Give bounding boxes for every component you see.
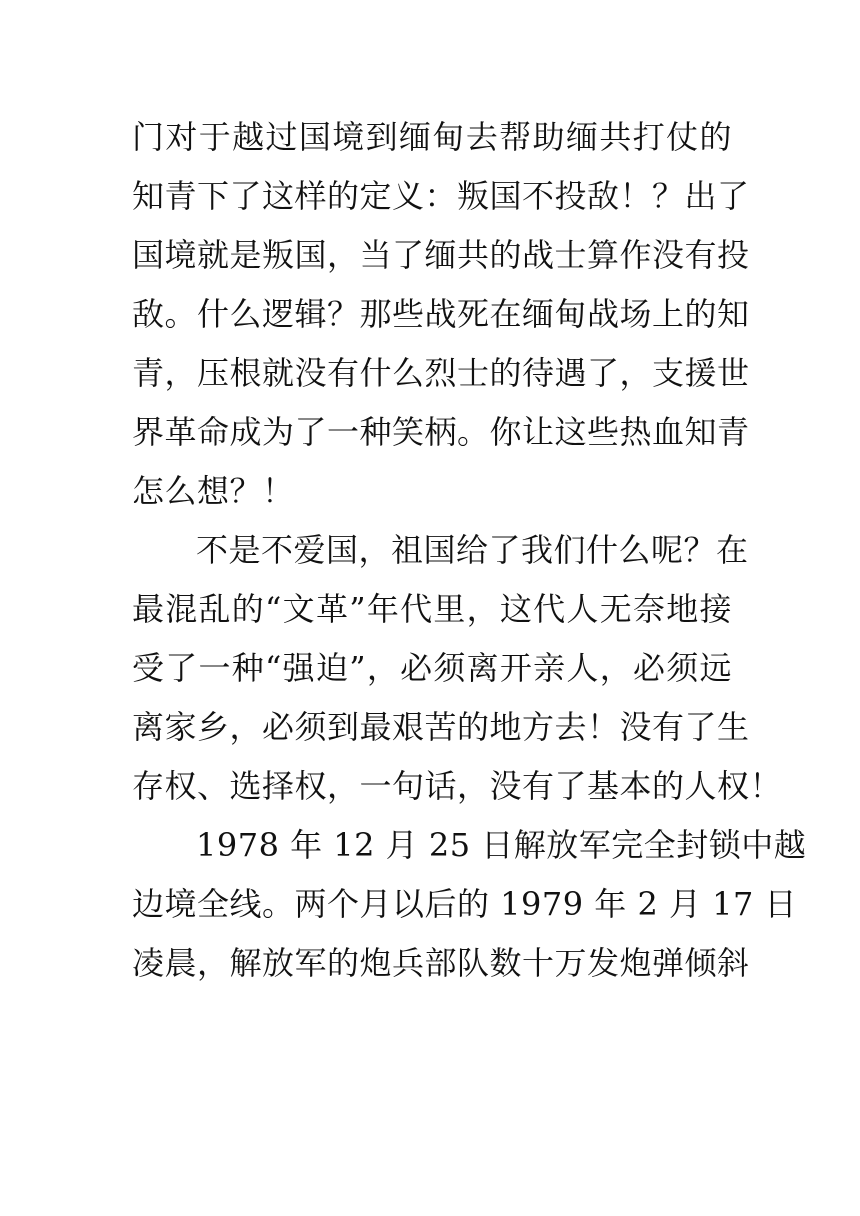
text-line: 1978 年 12 月 25 日解放军完全封锁中越 xyxy=(196,826,807,864)
text-line: 最混乱的“文革”年代里，这代人无奈地接 xyxy=(132,590,732,628)
text-line: 青，压根就没有什么烈士的待遇了，支援世 xyxy=(132,354,750,392)
body-text xyxy=(132,108,807,993)
text-line: 门对于越过国境到缅甸去帮助缅共打仗的 xyxy=(132,118,732,156)
text-line: 不是不爱国，祖国给了我们什么呢？在 xyxy=(196,531,749,569)
text-line: 存权、选择权，一句话，没有了基本的人权！ xyxy=(132,767,783,805)
text-line: 受了一种“强迫”，必须离开亲人，必须远 xyxy=(132,649,732,687)
text-line: 离家乡，必须到最艰苦的地方去！没有了生 xyxy=(132,708,750,746)
text-line: 敌。什么逻辑？那些战死在缅甸战场上的知 xyxy=(132,295,750,333)
text-line: 凌晨，解放军的炮兵部队数十万发炮弹倾斜 xyxy=(132,944,750,982)
text-line: 国境就是叛国，当了缅共的战士算作没有投 xyxy=(132,236,750,274)
text-line: 边境全线。两个月以后的 1979 年 2 月 17 日 xyxy=(132,885,798,923)
text-line: 知青下了这样的定义：叛国不投敌！？出了 xyxy=(132,177,750,215)
text-line: 怎么想？！ xyxy=(132,472,295,510)
text-line: 界革命成为了一种笑柄。你让这些热血知青 xyxy=(132,413,750,451)
